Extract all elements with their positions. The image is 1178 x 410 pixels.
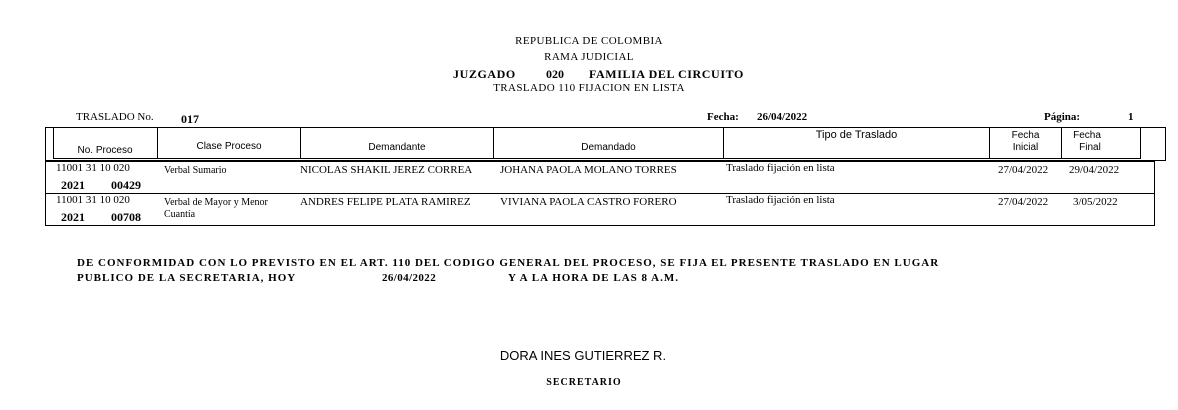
column-header-clase-proceso: Clase Proceso xyxy=(196,141,262,152)
fecha-inicial: 27/04/2022 xyxy=(998,164,1049,176)
demandado: JOHANA PAOLA MOLANO TORRES xyxy=(500,164,677,176)
column-header-no-proceso: No. Proceso xyxy=(77,145,133,156)
demandante: ANDRES FELIPE PLATA RAMIREZ xyxy=(300,196,471,208)
radicado: 11001 31 10 020 xyxy=(56,194,130,206)
column-header-demandante: Demandante xyxy=(368,142,426,153)
fecha-inicial: 27/04/2022 xyxy=(998,196,1049,208)
header-juzgado-label: JUZGADO xyxy=(453,67,516,81)
radicado-numero: 00708 xyxy=(111,210,141,224)
radicado-anio: 2021 xyxy=(61,210,85,224)
fecha-value: 26/04/2022 xyxy=(757,111,808,123)
column-header-fecha-inicial-2: Inicial xyxy=(1012,142,1039,153)
tipo-traslado: Traslado fijación en lista xyxy=(726,162,835,174)
pagina-value: 1 xyxy=(1128,111,1134,123)
demandante: NICOLAS SHAKIL JEREZ CORREA xyxy=(300,164,473,176)
statement-date: 26/04/2022 xyxy=(382,272,437,284)
statement-line-2: PUBLICO DE LA SECRETARIA, HOY xyxy=(77,272,297,284)
radicado-anio: 2021 xyxy=(61,178,85,192)
header-juzgado-number: 020 xyxy=(546,67,564,81)
column-header-tipo-traslado: Tipo de Traslado xyxy=(815,129,898,141)
fecha-final: 29/04/2022 xyxy=(1069,164,1120,176)
traslado-number-label: TRASLADO No. xyxy=(76,111,154,123)
statement-hour: Y A LA HORA DE LAS 8 A.M. xyxy=(508,272,679,284)
column-header-demandado: Demandado xyxy=(581,142,636,153)
column-header-fecha-inicial-1: Fecha xyxy=(1011,130,1040,141)
radicado-numero: 00429 xyxy=(111,178,141,192)
column-header-fecha-final-1: Fecha xyxy=(1073,130,1101,141)
header-traslado-110: TRASLADO 110 FIJACION EN LISTA xyxy=(493,82,685,94)
header-rama-judicial: RAMA JUDICIAL xyxy=(544,51,634,63)
column-header-fecha-final-2: Final xyxy=(1079,142,1101,153)
signature-name: DORA INES GUTIERREZ R. xyxy=(499,348,667,363)
tipo-traslado: Traslado fijación en lista xyxy=(726,194,835,206)
statement-line-1: DE CONFORMIDAD CON LO PREVISTO EN EL ART. 110 DEL CODIGO GENERAL DEL PROCESO, SE FIJA EL PRESENTE TRASLADO EN LUGAR xyxy=(77,257,940,269)
traslado-number-value: 017 xyxy=(181,112,199,126)
demandado: VIVIANA PAOLA CASTRO FORERO xyxy=(500,196,677,208)
signature-title: SECRETARIO xyxy=(546,377,622,388)
clase-proceso-cont: Cuantía xyxy=(164,209,196,220)
pagina-label: Página: xyxy=(1044,111,1081,123)
clase-proceso: Verbal de Mayor y Menor xyxy=(164,197,268,208)
header-juzgado-name: FAMILIA DEL CIRCUITO xyxy=(589,67,744,81)
clase-proceso: Verbal Sumario xyxy=(164,165,227,176)
radicado: 11001 31 10 020 xyxy=(56,162,130,174)
fecha-final: 3/05/2022 xyxy=(1073,196,1118,208)
header-republica: REPUBLICA DE COLOMBIA xyxy=(515,35,663,47)
fecha-label: Fecha: xyxy=(707,111,739,123)
